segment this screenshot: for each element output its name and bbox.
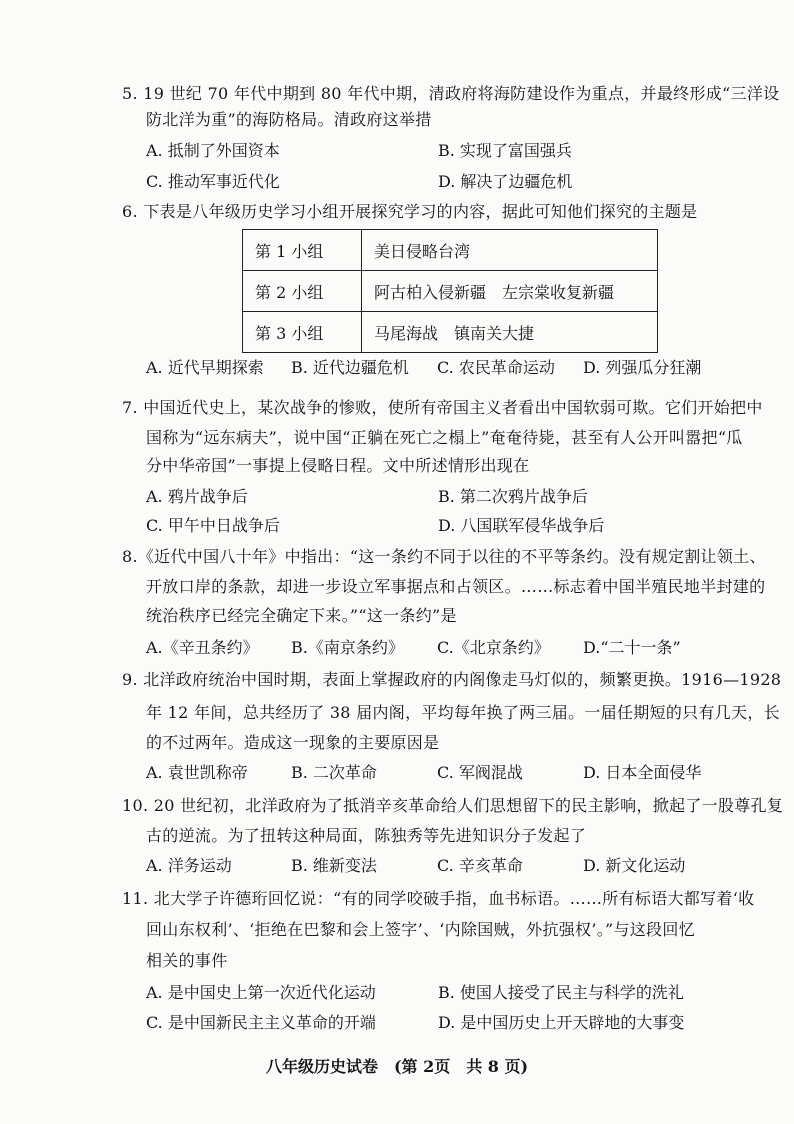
table-cell: 第 1 小组 bbox=[243, 230, 362, 271]
question-11-option-b: B. 使国人接受了民主与科学的洗礼 bbox=[438, 983, 684, 1002]
question-9-line-1: 9. 北洋政府统治中国时期，表面上掌握政府的内阁像走马灯似的，频繁更换。1916—1928 bbox=[122, 670, 782, 689]
question-11-option-c: C. 是中国新民主主义革命的开端 bbox=[146, 1013, 376, 1032]
question-8-line-3: 统治秩序已经完全确定下来。”“这一条约”是 bbox=[146, 606, 457, 625]
question-7-line-2: 国称为“远东病夫”，说中国“正躺在死亡之榻上”奄奄待毙，甚至有人公开叫嚣把“瓜 bbox=[146, 428, 743, 447]
question-5-option-b: B. 实现了富国强兵 bbox=[438, 141, 572, 160]
question-10-line-2: 古的逆流。为了扭转这种局面，陈独秀等先进知识分子发起了 bbox=[146, 826, 587, 845]
question-9-option-c: C. 军阀混战 bbox=[437, 763, 523, 782]
question-11-option-d: D. 是中国历史上开天辟地的大事变 bbox=[438, 1013, 685, 1032]
table-cell: 马尾海战 镇南关大捷 bbox=[362, 312, 658, 353]
question-9-option-b: B. 二次革命 bbox=[291, 763, 377, 782]
question-6-option-d: D. 列强瓜分狂潮 bbox=[583, 358, 702, 377]
question-11-line-2: 回山东权利’、‘拒绝在巴黎和会上签字’、‘内除国贼，外抗强权’。”与这段回忆 bbox=[146, 920, 696, 939]
question-11-line-3: 相关的事件 bbox=[146, 951, 228, 970]
question-6-option-b: B. 近代边疆危机 bbox=[291, 358, 409, 377]
study-group-table bbox=[242, 229, 658, 353]
question-5-option-d: D. 解决了边疆危机 bbox=[438, 172, 573, 191]
table-cell: 第 3 小组 bbox=[243, 312, 362, 353]
question-7-option-d: D. 八国联军侵华战争后 bbox=[438, 516, 605, 535]
question-7-line-3: 分中华帝国”一事提上侵略日程。文中所述情形出现在 bbox=[146, 456, 530, 475]
table-cell: 美日侵略台湾 bbox=[362, 230, 658, 271]
question-6-option-a: A. 近代早期探索 bbox=[146, 358, 264, 377]
question-9-line-3: 的不过两年。造成这一现象的主要原因是 bbox=[146, 733, 440, 752]
question-5-option-c: C. 推动军事近代化 bbox=[146, 172, 280, 191]
question-10-option-b: B. 维新变法 bbox=[291, 856, 377, 875]
question-9-option-a: A. 袁世凯称帝 bbox=[146, 763, 248, 782]
question-7-option-c: C. 甲午中日战争后 bbox=[146, 516, 280, 535]
question-7-line-1: 7. 中国近代史上，某次战争的惨败，使所有帝国主义者看出中国软弱可欺。它们开始把中 bbox=[122, 398, 763, 417]
table-row bbox=[243, 230, 658, 271]
question-9-line-2: 年 12 年间，总共经历了 38 届内阁，平均每年换了两三届。一届任期短的只有几天，长 bbox=[146, 703, 780, 722]
question-8-option-a: A.《辛丑条约》 bbox=[146, 638, 259, 657]
question-7-option-b: B. 第二次鸦片战争后 bbox=[438, 487, 588, 506]
question-10-option-d: D. 新文化运动 bbox=[583, 856, 686, 875]
question-10-option-a: A. 洋务运动 bbox=[146, 856, 232, 875]
question-5-option-a: A. 抵制了外国资本 bbox=[146, 141, 280, 160]
question-5-line-1: 5. 19 世纪 70 年代中期到 80 年代中期，清政府将海防建设作为重点，并最终形成“三洋设 bbox=[122, 84, 780, 103]
question-5-line-2: 防北洋为重”的海防格局。清政府这举措 bbox=[146, 110, 432, 129]
question-10-line-1: 10. 20 世纪初，北洋政府为了抵消辛亥革命给人们思想留下的民主影响，掀起了一股尊孔复 bbox=[122, 796, 784, 815]
question-8-option-c: C.《北京条约》 bbox=[437, 638, 550, 657]
table-cell: 第 2 小组 bbox=[243, 271, 362, 312]
table-cell: 阿古柏入侵新疆 左宗棠收复新疆 bbox=[362, 271, 658, 312]
table-row bbox=[243, 312, 658, 353]
question-10-option-c: C. 辛亥革命 bbox=[437, 856, 523, 875]
question-8-option-b: B.《南京条约》 bbox=[291, 638, 404, 657]
question-6-line-1: 6. 下表是八年级历史学习小组开展探究学习的内容，据此可知他们探究的主题是 bbox=[122, 202, 698, 221]
page-footer: 八年级历史试卷 (第 2页 共 8 页) bbox=[265, 1057, 529, 1076]
question-7-option-a: A. 鸦片战争后 bbox=[146, 487, 248, 506]
question-11-option-a: A. 是中国史上第一次近代化运动 bbox=[146, 983, 376, 1002]
question-9-option-d: D. 日本全面侵华 bbox=[583, 763, 702, 782]
table-row bbox=[243, 271, 658, 312]
question-6-option-c: C. 农民革命运动 bbox=[437, 358, 555, 377]
question-8-line-2: 开放口岸的条款，却进一步设立军事据点和占领区。……标志着中国半殖民地半封建的 bbox=[146, 577, 766, 596]
question-8-option-d: D.“二十一条” bbox=[583, 638, 681, 657]
question-8-line-1: 8.《近代中国八十年》中指出：“这一条约不同于以往的不平等条约。没有规定割让领土、 bbox=[122, 547, 766, 566]
question-11-line-1: 11. 北大学子许德珩回忆说：“有的同学咬破手指，血书标语。……所有标语大都写着‘收 bbox=[122, 889, 755, 908]
